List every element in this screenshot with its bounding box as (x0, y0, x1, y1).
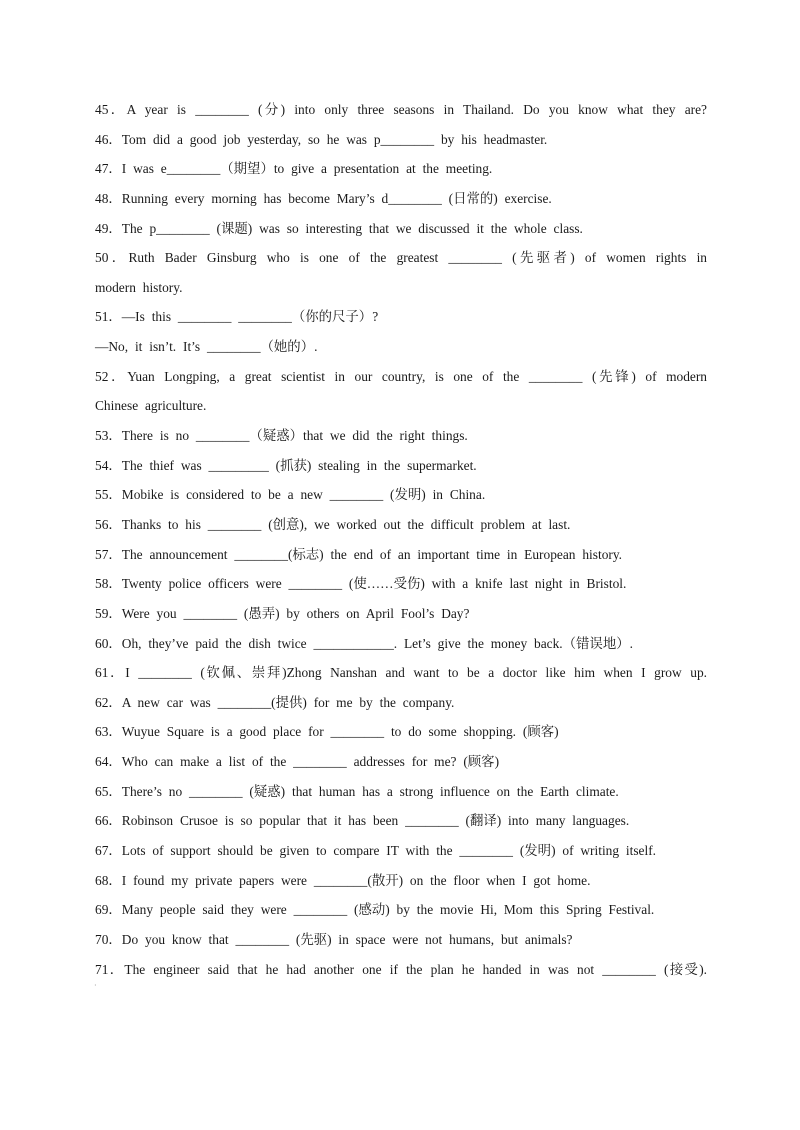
exercise-70: 70．Do you know that ________ (先驱) in space were not humans, but animals? (95, 931, 573, 947)
exercise-52-continued: Chinese agriculture. (95, 398, 207, 414)
exercise-47: 47．I was e________（期望）to give a presentation at the meeting. (95, 161, 493, 177)
exercise-55: 55．Mobike is considered to be a new ________ (发明) in China. (95, 487, 486, 503)
exercise-62: 62．A new car was ________(提供) for me by the company. (95, 694, 455, 710)
exercise-51-reply: —No, it isn’t. It’s ________（她的）. (95, 339, 318, 355)
exercise-67: 67．Lots of support should be given to compare IT with the ________ (发明) of writing itself. (95, 843, 657, 859)
exercise-49: 49．The p________ (课题) was so interesting that we discussed it the whole class. (95, 220, 583, 236)
exercise-65: 65．There’s no ________ (疑惑) that human has a strong influence on the Earth climate. (95, 783, 619, 799)
exercise-46: 46．Tom did a good job yesterday, so he was p________ by his headmaster. (95, 131, 548, 147)
exercise-50: 50．Ruth Bader Ginsburg who is one of the greatest ________ (先驱者) of women rights in (95, 250, 707, 266)
exercise-54: 54．The thief was _________ (抓获) stealing in the supermarket. (95, 457, 477, 473)
exercise-56: 56．Thanks to his ________ (创意), we worked out the difficult problem at last. (95, 516, 571, 532)
exercise-53: 53．There is no ________（疑惑）that we did the right things. (95, 428, 468, 444)
exercise-63: 63．Wuyue Square is a good place for ________ to do some shopping. (顾客) (95, 724, 559, 740)
exercise-52: 52．Yuan Longping, a great scientist in our country, is one of the ________ (先锋) of modern (95, 368, 707, 384)
exercise-71: 71．The engineer said that he had another one if the plan he handed in was not ________ (接受). (95, 961, 707, 977)
exercise-51: 51．—Is this ________ ________（你的尺子）? (95, 309, 379, 325)
exercise-68: 68．I found my private papers were ________(散开) on the floor when I got home. (95, 872, 591, 888)
paragraph-mark: · (94, 981, 97, 990)
exercise-69: 69．Many people said they were ________ (感动) by the movie Hi, Mom this Spring Festival. (95, 902, 655, 918)
exercise-50-continued: modern history. (95, 279, 183, 295)
exercise-57: 57．The announcement ________(标志) the end of an important time in European history. (95, 546, 623, 562)
exercise-58: 58．Twenty police officers were ________ (使……受伤) with a knife last night in Bristol. (95, 576, 627, 592)
exercise-61: 61．I ________ (钦佩、崇拜)Zhong Nanshan and want to be a doctor like him when I grow up. (95, 665, 707, 681)
exercise-list (95, 95, 707, 984)
exercise-66: 66．Robinson Crusoe is so popular that it has been ________ (翻译) into many languages. (95, 813, 630, 829)
exercise-59: 59．Were you ________ (愚弄) by others on April Fool’s Day? (95, 605, 470, 621)
exercise-60: 60．Oh, they’ve paid the dish twice ____________. Let’s give the money back.（错误地）. (95, 635, 633, 651)
exercise-48: 48．Running every morning has become Mary’s d________ (日常的) exercise. (95, 190, 552, 206)
exercise-64: 64．Who can make a list of the ________ addresses for me? (顾客) (95, 754, 500, 770)
exercise-45: 45．A year is ________ (分) into only three seasons in Thailand. Do you know what they are? (95, 102, 707, 117)
